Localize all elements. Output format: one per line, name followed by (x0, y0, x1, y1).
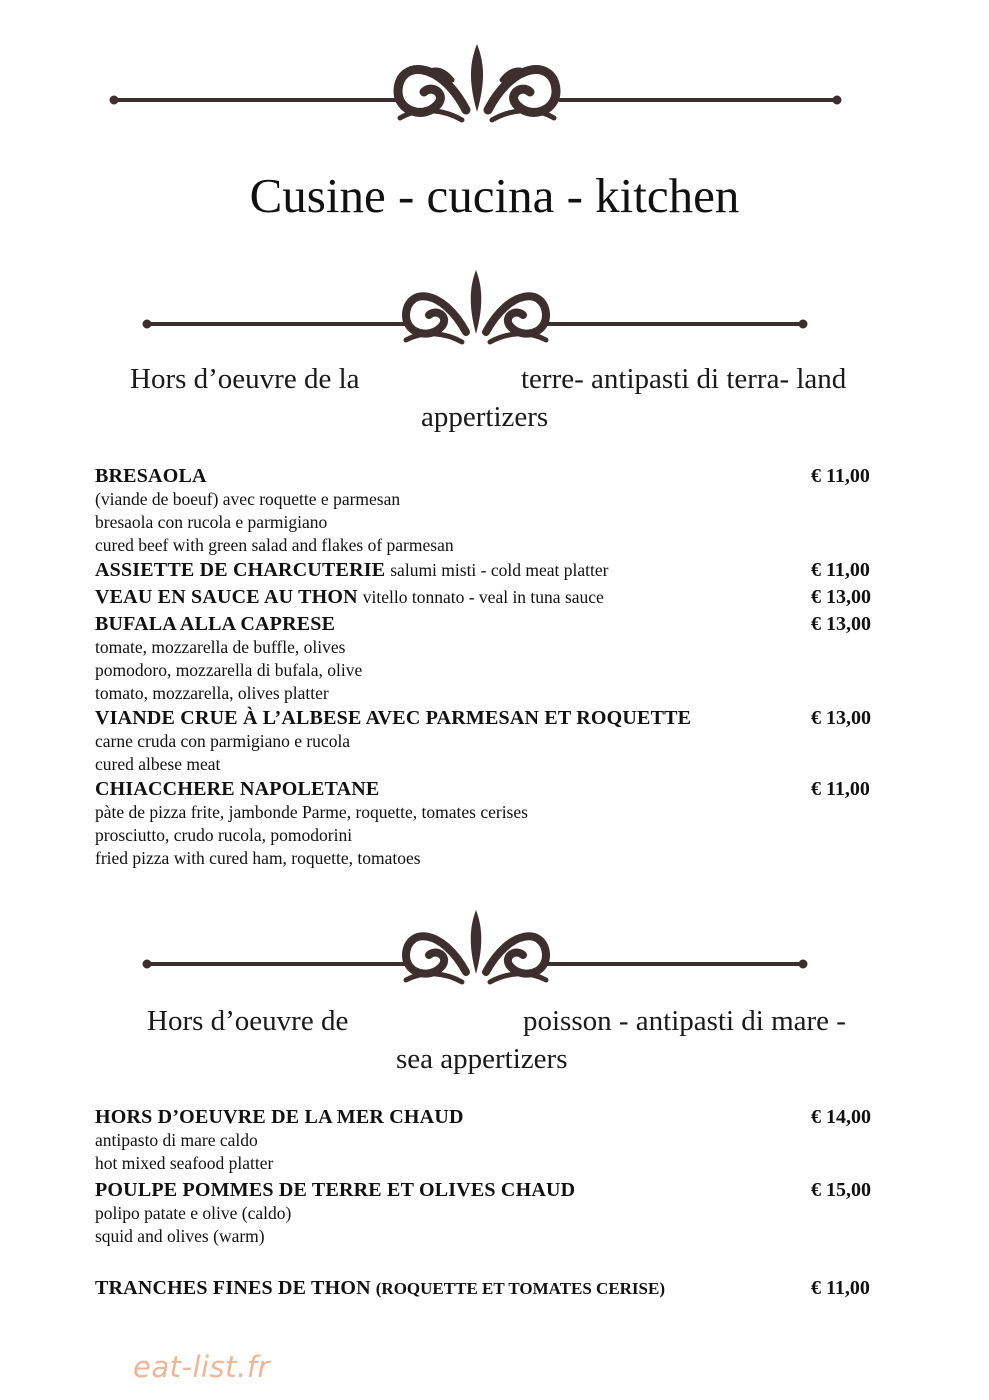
menu-item (95, 464, 895, 488)
item-subtitle: vitello tonnato - veal in tuna sauce (362, 587, 604, 607)
item-description: (viande de boeuf) avec roquette e parmesan (95, 489, 401, 509)
item-description: antipasto di mare caldo (95, 1130, 258, 1150)
item-description: squid and olives (warm) (95, 1226, 265, 1246)
section-heading-part: Hors d’oeuvre de la (130, 363, 360, 395)
item-description: cured albese meat (95, 754, 221, 774)
ornament-divider-sea (0, 904, 989, 994)
menu-item (95, 1105, 895, 1129)
menu-item (95, 777, 895, 801)
section-heading-sea (0, 1002, 989, 1082)
item-price: € 13,00 (811, 586, 871, 608)
item-name: BUFALA ALLA CAPRESE (95, 613, 336, 635)
item-description: bresaola con rucola e parmigiano (95, 512, 328, 532)
item-price: € 15,00 (811, 1179, 871, 1201)
section-heading-part: terre- antipasti di terra- land (521, 363, 847, 395)
item-description: carne cruda con parmigiano e rucola (95, 731, 351, 751)
item-price: € 13,00 (811, 707, 871, 729)
item-description: cured beef with green salad and flakes of parmesan (95, 535, 454, 555)
item-name: VEAU EN SAUCE AU THON (95, 586, 358, 608)
section-heading-part: poisson - antipasti di mare - (523, 1005, 846, 1037)
menu-item (95, 585, 895, 609)
section-heading-part: Hors d’oeuvre de (147, 1005, 349, 1037)
item-description: pomodoro, mozzarella di bufala, olive (95, 660, 363, 680)
page-title: Cusine - cucina - kitchen (249, 168, 740, 223)
item-description: fried pizza with cured ham, roquette, tomatoes (95, 848, 421, 868)
item-description: prosciutto, crudo rucola, pomodorini (95, 825, 353, 845)
section-heading-land (0, 360, 989, 440)
ornament-divider-top (0, 40, 989, 130)
item-subtitle: salumi misti - cold meat platter (390, 560, 609, 580)
item-price: € 14,00 (811, 1106, 871, 1128)
item-name: POULPE POMMES DE TERRE ET OLIVES CHAUD (95, 1179, 576, 1201)
item-price: € 13,00 (811, 613, 871, 635)
menu-item (95, 558, 895, 582)
item-price: € 11,00 (811, 559, 870, 581)
item-name: TRANCHES FINES DE THON (95, 1277, 371, 1299)
item-description: tomate, mozzarella de buffle, olives (95, 637, 346, 657)
menu-list-land (95, 464, 895, 870)
section-heading-part: appertizers (421, 401, 549, 433)
item-name: BRESAOLA (95, 465, 207, 487)
flourish-divider-icon (0, 40, 989, 130)
section-heading-part: sea appertizers (396, 1043, 568, 1075)
menu-item (95, 706, 895, 730)
item-name: HORS D’OEUVRE DE LA MER CHAUD (95, 1106, 464, 1128)
item-description: tomato, mozzarella, olives platter (95, 683, 329, 703)
menu-list-sea (95, 1105, 895, 1300)
menu-item (95, 1276, 895, 1300)
item-description: pàte de pizza frite, jambonde Parme, roquette, tomates cerises (95, 802, 528, 822)
watermark: eat-list.fr (133, 1350, 270, 1384)
item-description: polipo patate e olive (caldo) (95, 1203, 292, 1223)
menu-item (95, 1178, 895, 1202)
item-price: € 11,00 (811, 465, 870, 487)
item-price: € 11,00 (811, 1277, 870, 1299)
item-description: hot mixed seafood platter (95, 1153, 274, 1173)
menu-item (95, 612, 895, 636)
item-price: € 11,00 (811, 778, 870, 800)
item-name: ASSIETTE DE CHARCUTERIE (95, 559, 386, 581)
item-name: CHIACCHERE NAPOLETANE (95, 778, 380, 800)
item-subtitle: (ROQUETTE ET TOMATES CERISE) (375, 1279, 666, 1298)
item-name: VIANDE CRUE À L’ALBESE AVEC PARMESAN ET ROQUETTE (95, 707, 692, 729)
flourish-divider-icon (0, 904, 989, 994)
flourish-divider-icon (0, 264, 989, 354)
ornament-divider-land (0, 264, 989, 354)
